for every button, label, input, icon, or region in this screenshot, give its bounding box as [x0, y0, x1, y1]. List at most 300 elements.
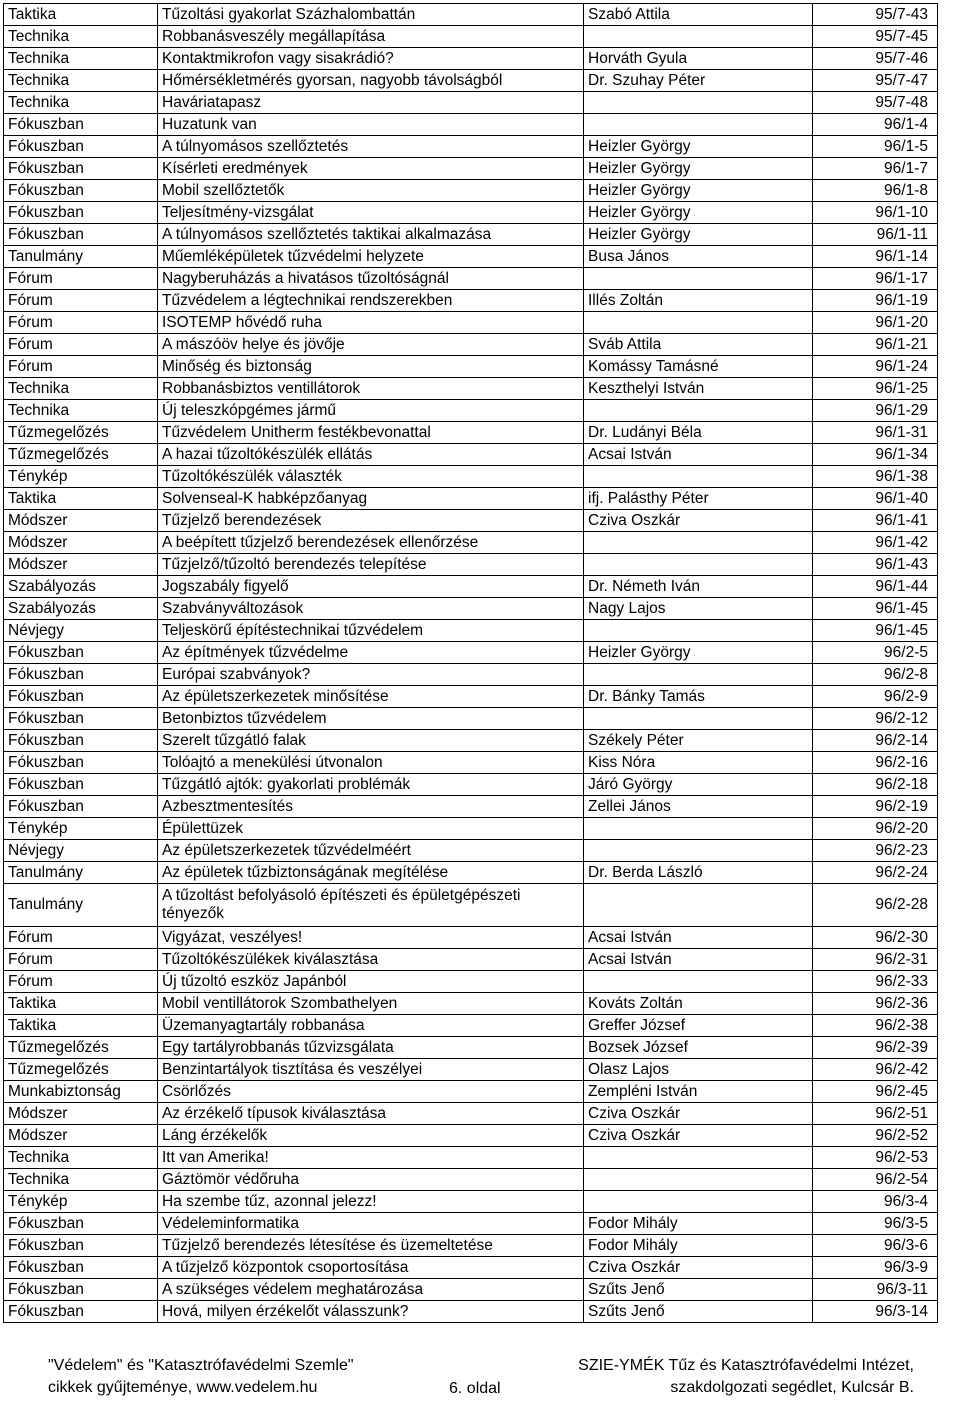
table-row [4, 4, 938, 26]
category-cell: Fókuszban [4, 730, 158, 752]
category-cell: Módszer [4, 554, 158, 576]
table-row [4, 971, 938, 993]
table-row [4, 1037, 938, 1059]
author-cell [584, 884, 813, 927]
title-cell: Azbesztmentesítés [158, 796, 584, 818]
title-cell: Gáztömör védőruha [158, 1169, 584, 1191]
author-cell: Keszthelyi István [584, 378, 813, 400]
issue-cell: 96/1-7 [813, 158, 938, 180]
issue-cell: 96/3-14 [813, 1301, 938, 1323]
issue-cell: 96/2-51 [813, 1103, 938, 1125]
category-cell: Tűzmegelőzés [4, 422, 158, 444]
title-cell: A szükséges védelem meghatározása [158, 1279, 584, 1301]
table-row [4, 752, 938, 774]
issue-cell: 96/1-4 [813, 114, 938, 136]
table-row [4, 1169, 938, 1191]
title-cell: Védeleminformatika [158, 1213, 584, 1235]
issue-cell: 96/3-9 [813, 1257, 938, 1279]
issue-cell: 96/1-20 [813, 312, 938, 334]
table-row [4, 510, 938, 532]
title-cell: A tűzoltást befolyásoló építészeti és épületgépészeti tényezők [158, 884, 584, 927]
category-cell: Fókuszban [4, 158, 158, 180]
author-cell [584, 554, 813, 576]
table-row [4, 1235, 938, 1257]
issue-cell: 96/3-11 [813, 1279, 938, 1301]
title-cell: Láng érzékelők [158, 1125, 584, 1147]
issue-cell: 96/2-33 [813, 971, 938, 993]
author-cell: Dr. Ludányi Béla [584, 422, 813, 444]
table-row [4, 927, 938, 949]
table-row [4, 334, 938, 356]
author-cell: Acsai István [584, 949, 813, 971]
table-row [4, 1213, 938, 1235]
category-cell: Fórum [4, 356, 158, 378]
category-cell: Fókuszban [4, 686, 158, 708]
title-cell: Az épületszerkezetek minősítése [158, 686, 584, 708]
title-cell: Üzemanyagtartály robbanása [158, 1015, 584, 1037]
issue-cell: 96/1-19 [813, 290, 938, 312]
title-cell: Teljesítmény-vizsgálat [158, 202, 584, 224]
issue-cell: 96/1-11 [813, 224, 938, 246]
category-cell: Taktika [4, 488, 158, 510]
author-cell: Cziva Oszkár [584, 510, 813, 532]
issue-cell: 96/1-14 [813, 246, 938, 268]
author-cell [584, 818, 813, 840]
author-cell: Acsai István [584, 927, 813, 949]
table-row [4, 158, 938, 180]
issue-cell: 96/3-5 [813, 1213, 938, 1235]
issue-cell: 96/2-5 [813, 642, 938, 664]
title-cell: Vigyázat, veszélyes! [158, 927, 584, 949]
category-cell: Technika [4, 48, 158, 70]
category-cell: Fókuszban [4, 642, 158, 664]
category-cell: Fókuszban [4, 774, 158, 796]
title-cell: Mobil ventillátorok Szombathelyen [158, 993, 584, 1015]
author-cell: Heizler György [584, 642, 813, 664]
author-cell: Olasz Lajos [584, 1059, 813, 1081]
category-cell: Ténykép [4, 466, 158, 488]
issue-cell: 96/2-18 [813, 774, 938, 796]
author-cell [584, 400, 813, 422]
author-cell: Nagy Lajos [584, 598, 813, 620]
author-cell [584, 664, 813, 686]
category-cell: Fórum [4, 334, 158, 356]
category-cell: Technika [4, 1147, 158, 1169]
issue-cell: 96/2-23 [813, 840, 938, 862]
issue-cell: 95/7-46 [813, 48, 938, 70]
issue-cell: 96/3-6 [813, 1235, 938, 1257]
author-cell [584, 971, 813, 993]
category-cell: Tűzmegelőzés [4, 444, 158, 466]
table-row [4, 532, 938, 554]
issue-cell: 96/1-45 [813, 598, 938, 620]
issue-cell: 96/2-30 [813, 927, 938, 949]
issue-cell: 96/1-29 [813, 400, 938, 422]
table-row [4, 598, 938, 620]
category-cell: Névjegy [4, 620, 158, 642]
title-cell: Szabványváltozások [158, 598, 584, 620]
category-cell: Módszer [4, 510, 158, 532]
issue-cell: 96/2-8 [813, 664, 938, 686]
title-cell: Tűzjelző berendezés létesítése és üzemeltetése [158, 1235, 584, 1257]
author-cell: Szűts Jenő [584, 1279, 813, 1301]
title-cell: Tűzvédelem a légtechnikai rendszerekben [158, 290, 584, 312]
issue-cell: 96/1-40 [813, 488, 938, 510]
title-cell: Szerelt tűzgátló falak [158, 730, 584, 752]
article-index-body [4, 4, 938, 1323]
issue-cell: 96/2-24 [813, 862, 938, 884]
table-row [4, 290, 938, 312]
table-row [4, 312, 938, 334]
table-row [4, 840, 938, 862]
issue-cell: 96/2-36 [813, 993, 938, 1015]
author-cell: Cziva Oszkár [584, 1103, 813, 1125]
title-cell: Huzatunk van [158, 114, 584, 136]
table-row [4, 1279, 938, 1301]
title-cell: Minőség és biztonság [158, 356, 584, 378]
title-cell: Egy tartályrobbanás tűzvizsgálata [158, 1037, 584, 1059]
category-cell: Technika [4, 92, 158, 114]
category-cell: Fókuszban [4, 136, 158, 158]
table-row [4, 268, 938, 290]
issue-cell: 96/1-21 [813, 334, 938, 356]
issue-cell: 96/1-42 [813, 532, 938, 554]
category-cell: Fókuszban [4, 202, 158, 224]
title-cell: Ha szembe tűz, azonnal jelezz! [158, 1191, 584, 1213]
author-cell: Cziva Oszkár [584, 1257, 813, 1279]
title-cell: A hazai tűzoltókészülék ellátás [158, 444, 584, 466]
author-cell [584, 708, 813, 730]
category-cell: Fórum [4, 971, 158, 993]
title-cell: Mobil szellőztetők [158, 180, 584, 202]
issue-cell: 96/1-45 [813, 620, 938, 642]
author-cell [584, 466, 813, 488]
issue-cell: 96/2-42 [813, 1059, 938, 1081]
table-row [4, 224, 938, 246]
category-cell: Technika [4, 1169, 158, 1191]
title-cell: Itt van Amerika! [158, 1147, 584, 1169]
author-cell [584, 620, 813, 642]
table-row [4, 488, 938, 510]
table-row [4, 993, 938, 1015]
author-cell: Komássy Tamásné [584, 356, 813, 378]
category-cell: Fókuszban [4, 180, 158, 202]
title-cell: A beépített tűzjelző berendezések ellenőrzése [158, 532, 584, 554]
table-row [4, 1191, 938, 1213]
page-number: 6. oldal [449, 1380, 501, 1397]
title-cell: Épülettüzek [158, 818, 584, 840]
issue-cell: 96/1-41 [813, 510, 938, 532]
category-cell: Fókuszban [4, 224, 158, 246]
title-cell: Tűzoltókészülék választék [158, 466, 584, 488]
table-row [4, 444, 938, 466]
author-cell: Kiss Nóra [584, 752, 813, 774]
title-cell: A tűzjelző központok csoportosítása [158, 1257, 584, 1279]
title-cell: A túlnyomásos szellőztetés taktikai alkalmazása [158, 224, 584, 246]
author-cell: Sváb Attila [584, 334, 813, 356]
issue-cell: 96/2-45 [813, 1081, 938, 1103]
table-row [4, 554, 938, 576]
issue-cell: 96/1-8 [813, 180, 938, 202]
author-cell [584, 840, 813, 862]
issue-cell: 95/7-43 [813, 4, 938, 26]
table-row [4, 70, 938, 92]
author-cell [584, 114, 813, 136]
author-cell [584, 268, 813, 290]
table-row [4, 576, 938, 598]
author-cell: Kováts Zoltán [584, 993, 813, 1015]
category-cell: Módszer [4, 1125, 158, 1147]
article-index-table [3, 3, 938, 1323]
author-cell [584, 1169, 813, 1191]
footer-compiler: szakdolgozati segédlet, Kulcsár B. [670, 1379, 914, 1396]
table-row [4, 466, 938, 488]
issue-cell: 96/1-38 [813, 466, 938, 488]
table-row [4, 202, 938, 224]
table-row [4, 642, 938, 664]
category-cell: Tűzmegelőzés [4, 1059, 158, 1081]
category-cell: Fókuszban [4, 752, 158, 774]
category-cell: Munkabiztonság [4, 1081, 158, 1103]
author-cell [584, 532, 813, 554]
category-cell: Fórum [4, 927, 158, 949]
table-row [4, 180, 938, 202]
table-row [4, 730, 938, 752]
issue-cell: 96/1-34 [813, 444, 938, 466]
issue-cell: 96/1-44 [813, 576, 938, 598]
category-cell: Fórum [4, 290, 158, 312]
category-cell: Fókuszban [4, 1279, 158, 1301]
category-cell: Szabályozás [4, 576, 158, 598]
author-cell: Heizler György [584, 180, 813, 202]
table-row [4, 246, 938, 268]
category-cell: Fókuszban [4, 1213, 158, 1235]
issue-cell: 96/2-14 [813, 730, 938, 752]
title-cell: Teljeskörű építéstechnikai tűzvédelem [158, 620, 584, 642]
category-cell: Módszer [4, 1103, 158, 1125]
issue-cell: 96/1-31 [813, 422, 938, 444]
author-cell: Szabó Attila [584, 4, 813, 26]
table-row [4, 92, 938, 114]
issue-cell: 96/2-16 [813, 752, 938, 774]
author-cell: Cziva Oszkár [584, 1125, 813, 1147]
category-cell: Technika [4, 26, 158, 48]
issue-cell: 96/2-12 [813, 708, 938, 730]
author-cell: Bozsek József [584, 1037, 813, 1059]
table-row [4, 708, 938, 730]
issue-cell: 96/1-24 [813, 356, 938, 378]
category-cell: Szabályozás [4, 598, 158, 620]
title-cell: Tűzvédelem Unitherm festékbevonattal [158, 422, 584, 444]
table-row [4, 774, 938, 796]
author-cell: Székely Péter [584, 730, 813, 752]
table-row [4, 1015, 938, 1037]
title-cell: Hová, milyen érzékelőt válasszunk? [158, 1301, 584, 1323]
category-cell: Névjegy [4, 840, 158, 862]
issue-cell: 96/2-19 [813, 796, 938, 818]
title-cell: Új tűzoltó eszköz Japánból [158, 971, 584, 993]
issue-cell: 95/7-45 [813, 26, 938, 48]
author-cell: Zempléni István [584, 1081, 813, 1103]
table-row [4, 136, 938, 158]
author-cell [584, 1147, 813, 1169]
table-row [4, 1081, 938, 1103]
title-cell: Solvenseal-K habképzőanyag [158, 488, 584, 510]
title-cell: Benzintartályok tisztítása és veszélyei [158, 1059, 584, 1081]
footer-right [545, 1355, 914, 1399]
table-row [4, 26, 938, 48]
category-cell: Módszer [4, 532, 158, 554]
category-cell: Fórum [4, 268, 158, 290]
category-cell: Taktika [4, 993, 158, 1015]
issue-cell: 95/7-48 [813, 92, 938, 114]
author-cell [584, 1191, 813, 1213]
author-cell: Dr. Szuhay Péter [584, 70, 813, 92]
title-cell: Hőmérsékletmérés gyorsan, nagyobb távolságból [158, 70, 584, 92]
footer-journal-name: "Védelem" és "Katasztrófavédelmi Szemle" [48, 1357, 354, 1374]
issue-cell: 96/1-10 [813, 202, 938, 224]
table-row [4, 686, 938, 708]
table-row [4, 1059, 938, 1081]
author-cell [584, 26, 813, 48]
table-row [4, 422, 938, 444]
category-cell: Ténykép [4, 1191, 158, 1213]
footer-institute: SZIE-YMÉK Tűz és Katasztrófavédelmi Intézet, [578, 1357, 914, 1374]
table-row [4, 818, 938, 840]
footer-collection-source: cikkek gyűjteménye, www.vedelem.hu [48, 1379, 318, 1396]
table-row [4, 1257, 938, 1279]
category-cell: Fókuszban [4, 1301, 158, 1323]
category-cell: Ténykép [4, 818, 158, 840]
category-cell: Tanulmány [4, 246, 158, 268]
table-row [4, 1103, 938, 1125]
category-cell: Fókuszban [4, 796, 158, 818]
table-row [4, 664, 938, 686]
issue-cell: 96/2-52 [813, 1125, 938, 1147]
issue-cell: 96/1-25 [813, 378, 938, 400]
issue-cell: 96/2-38 [813, 1015, 938, 1037]
author-cell [584, 312, 813, 334]
title-cell: Európai szabványok? [158, 664, 584, 686]
issue-cell: 96/3-4 [813, 1191, 938, 1213]
title-cell: Nagyberuházás a hivatásos tűzoltóságnál [158, 268, 584, 290]
title-cell: A mászóöv helye és jövője [158, 334, 584, 356]
category-cell: Fókuszban [4, 1235, 158, 1257]
issue-cell: 96/1-5 [813, 136, 938, 158]
author-cell: Dr. Berda László [584, 862, 813, 884]
title-cell: A túlnyomásos szellőztetés [158, 136, 584, 158]
category-cell: Fókuszban [4, 708, 158, 730]
category-cell: Fókuszban [4, 1257, 158, 1279]
author-cell: Fodor Mihály [584, 1213, 813, 1235]
table-row [4, 884, 938, 927]
title-cell: Az építmények tűzvédelme [158, 642, 584, 664]
author-cell: Szűts Jenő [584, 1301, 813, 1323]
title-cell: Műemléképületek tűzvédelmi helyzete [158, 246, 584, 268]
table-row [4, 400, 938, 422]
category-cell: Fókuszban [4, 114, 158, 136]
category-cell: Technika [4, 70, 158, 92]
issue-cell: 96/2-54 [813, 1169, 938, 1191]
category-cell: Technika [4, 400, 158, 422]
issue-cell: 96/1-17 [813, 268, 938, 290]
table-row [4, 1147, 938, 1169]
author-cell: Dr. Németh Iván [584, 576, 813, 598]
title-cell: Tűzgátló ajtók: gyakorlati problémák [158, 774, 584, 796]
title-cell: ISOTEMP hővédő ruha [158, 312, 584, 334]
category-cell: Taktika [4, 4, 158, 26]
author-cell: Illés Zoltán [584, 290, 813, 312]
title-cell: Tolóajtó a menekülési útvonalon [158, 752, 584, 774]
table-row [4, 114, 938, 136]
footer-left [48, 1355, 354, 1399]
title-cell: Tűzoltókészülékek kiválasztása [158, 949, 584, 971]
author-cell: ifj. Palásthy Péter [584, 488, 813, 510]
issue-cell: 96/2-31 [813, 949, 938, 971]
author-cell: Zellei János [584, 796, 813, 818]
table-row [4, 949, 938, 971]
table-row [4, 1125, 938, 1147]
category-cell: Technika [4, 378, 158, 400]
issue-cell: 96/2-9 [813, 686, 938, 708]
author-cell: Járó György [584, 774, 813, 796]
category-cell: Fórum [4, 312, 158, 334]
title-cell: Kontaktmikrofon vagy sisakrádió? [158, 48, 584, 70]
table-row [4, 378, 938, 400]
title-cell: Tűzoltási gyakorlat Százhalombattán [158, 4, 584, 26]
issue-cell: 95/7-47 [813, 70, 938, 92]
title-cell: Jogszabály figyelő [158, 576, 584, 598]
title-cell: Az érzékelő típusok kiválasztása [158, 1103, 584, 1125]
title-cell: Tűzjelző/tűzoltó berendezés telepítése [158, 554, 584, 576]
title-cell: Tűzjelző berendezések [158, 510, 584, 532]
title-cell: Betonbiztos tűzvédelem [158, 708, 584, 730]
author-cell: Fodor Mihály [584, 1235, 813, 1257]
title-cell: Csörlőzés [158, 1081, 584, 1103]
table-row [4, 1301, 938, 1323]
table-row [4, 862, 938, 884]
issue-cell: 96/2-28 [813, 884, 938, 927]
title-cell: Robbanásveszély megállapítása [158, 26, 584, 48]
author-cell: Heizler György [584, 136, 813, 158]
title-cell: Robbanásbiztos ventillátorok [158, 378, 584, 400]
title-cell: Kísérleti eredmények [158, 158, 584, 180]
author-cell: Dr. Bánky Tamás [584, 686, 813, 708]
title-cell: Az épületszerkezetek tűzvédelméért [158, 840, 584, 862]
category-cell: Fókuszban [4, 664, 158, 686]
category-cell: Tanulmány [4, 862, 158, 884]
category-cell: Tanulmány [4, 884, 158, 927]
author-cell [584, 92, 813, 114]
author-cell: Greffer József [584, 1015, 813, 1037]
table-row [4, 48, 938, 70]
table-row [4, 620, 938, 642]
table-row [4, 356, 938, 378]
category-cell: Taktika [4, 1015, 158, 1037]
category-cell: Fórum [4, 949, 158, 971]
author-cell: Acsai István [584, 444, 813, 466]
title-cell: Új teleszkópgémes jármű [158, 400, 584, 422]
issue-cell: 96/2-39 [813, 1037, 938, 1059]
author-cell: Horváth Gyula [584, 48, 813, 70]
author-cell: Heizler György [584, 158, 813, 180]
author-cell: Heizler György [584, 224, 813, 246]
category-cell: Tűzmegelőzés [4, 1037, 158, 1059]
issue-cell: 96/2-53 [813, 1147, 938, 1169]
author-cell: Busa János [584, 246, 813, 268]
table-row [4, 796, 938, 818]
title-cell: Haváriatapasz [158, 92, 584, 114]
